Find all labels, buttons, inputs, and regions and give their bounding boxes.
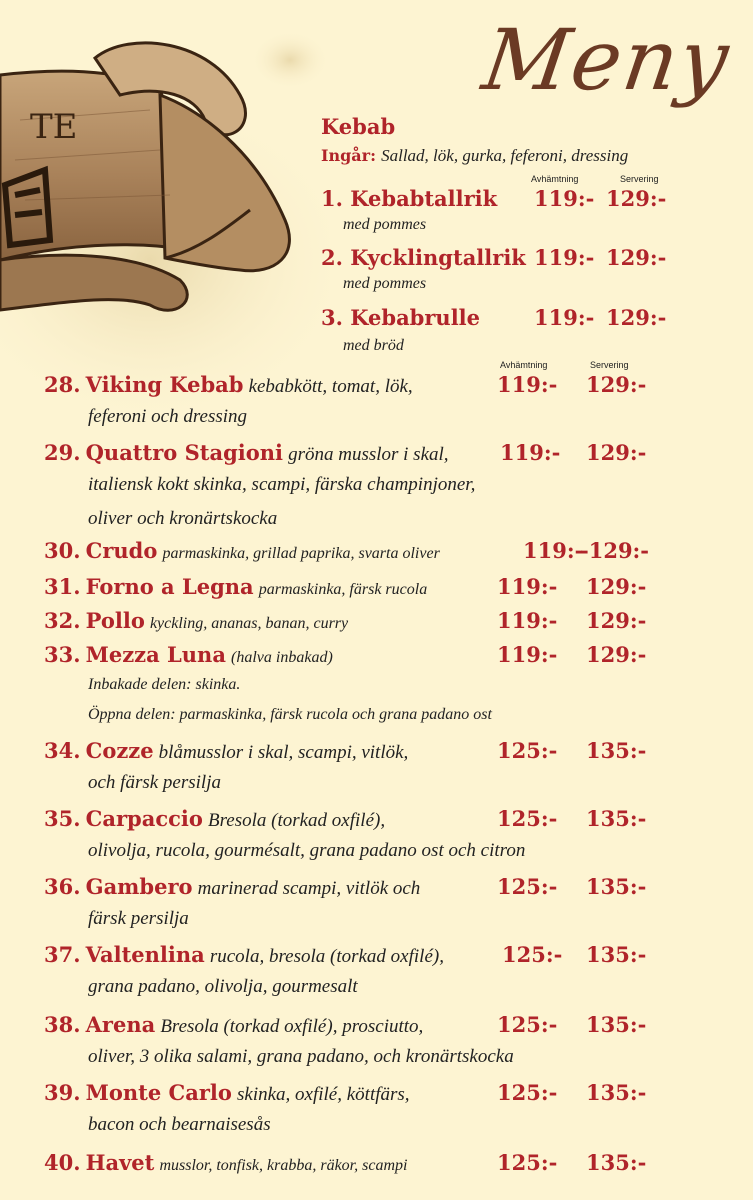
kebab-includes <box>321 146 628 166</box>
pizza-number: 36. <box>44 874 81 899</box>
pizza-description: parmaskinka, färsk rucola <box>258 581 428 598</box>
pizza-price-takeaway: 125:- <box>497 806 558 831</box>
kebab-item-name: 1. Kebabtallrik <box>321 186 498 211</box>
page-title: Meny <box>477 11 737 109</box>
pizza-description-line: bacon och bearnaisesås <box>88 1114 271 1135</box>
pizza-name: Cozze <box>85 738 154 763</box>
pizza-price-dinein: 135:- <box>586 942 647 967</box>
pizza-description-line: och färsk persilja <box>88 772 221 793</box>
pizza-price-takeaway: 119:- <box>523 538 584 563</box>
pizza-price-takeaway: 119:- <box>497 574 558 599</box>
pizza-description: Bresola (torkad oxfilé), prosciutto, <box>160 1016 424 1037</box>
pizza-number: 30. <box>44 538 81 563</box>
pizza-description: gröna musslor i skal, <box>288 444 449 465</box>
pizza-description-line: oliver, 3 olika salami, grana padano, och kronärtskocka <box>88 1046 514 1067</box>
pizza-description: Bresola (torkad oxfilé), <box>207 810 386 831</box>
pizza-name: Pollo <box>85 608 145 633</box>
pizza-price-dinein: -129:- <box>580 538 650 563</box>
pizza-title-line <box>44 608 348 633</box>
pizza-number: 34. <box>44 738 81 763</box>
pizza-title-line <box>44 642 333 667</box>
pizza-description-line: Inbakade delen: skinka. <box>88 676 241 693</box>
pizza-name: Monte Carlo <box>85 1080 232 1105</box>
pizza-price-takeaway: 119:- <box>497 608 558 633</box>
kebab-item-sub: med bröd <box>343 337 404 354</box>
pizza-name: Valtenlina <box>85 942 205 967</box>
pizza-price-dinein: 129:- <box>586 440 647 465</box>
pizza-title-line <box>44 372 413 398</box>
pizza-description-line: oliver och kronärtskocka <box>88 508 278 529</box>
pizza-number: 32. <box>44 608 81 633</box>
pizza-price-takeaway: 119:- <box>497 642 558 667</box>
pizza-number: 28. <box>44 372 81 397</box>
kebab-col-takeaway: Avhämtning <box>531 174 579 184</box>
pizza-title-line <box>44 942 444 968</box>
pizza-title-line <box>44 574 427 599</box>
pizza-title-line <box>44 440 449 466</box>
pizza-name: Carpaccio <box>85 806 203 831</box>
pizza-name: Viking Kebab <box>85 372 244 397</box>
pizza-description: (halva inbakad) <box>231 649 333 666</box>
pizza-name: Quattro Stagioni <box>85 440 283 465</box>
pizza-price-dinein: 135:- <box>586 738 647 763</box>
pizza-name: Crudo <box>85 538 158 563</box>
kebab-item-sub: med pommes <box>343 275 427 292</box>
kebab-price-dinein: 129:- <box>606 305 667 330</box>
kebab-price-takeaway: 119:- <box>534 245 595 270</box>
kebab-item-name: 2. Kycklingtallrik <box>321 245 526 270</box>
pizza-title-line <box>44 806 385 832</box>
pizza-number: 33. <box>44 642 81 667</box>
pizza-price-dinein: 135:- <box>586 1080 647 1105</box>
pizza-price-dinein: 135:- <box>586 1150 647 1175</box>
pizza-col-takeaway: Avhämtning <box>500 360 548 370</box>
pizza-description-line: feferoni och dressing <box>88 406 248 427</box>
kebab-price-takeaway: 119:- <box>534 186 595 211</box>
pizza-description: marinerad scampi, vitlök och <box>197 878 421 899</box>
pizza-description: kebabkött, tomat, lök, <box>248 376 413 397</box>
pizza-description: skinka, oxfilé, köttfärs, <box>237 1084 410 1105</box>
pizza-title-line <box>44 874 420 900</box>
includes-label: Ingår: <box>321 146 377 165</box>
pizza-number: 40. <box>44 1150 81 1175</box>
pizza-price-dinein: 129:- <box>586 574 647 599</box>
scroll-banner-illustration <box>0 0 330 420</box>
pizza-number: 39. <box>44 1080 81 1105</box>
includes-text: Sallad, lök, gurka, feferoni, dressing <box>381 146 629 165</box>
pizza-col-dinein: Servering <box>590 360 629 370</box>
pizza-price-takeaway: 125:- <box>497 1150 558 1175</box>
pizza-price-takeaway: 125:- <box>497 738 558 763</box>
pizza-name: Forno a Legna <box>85 574 254 599</box>
pizza-price-takeaway: 119:- <box>497 372 558 397</box>
kebab-item-sub: med pommes <box>343 216 427 233</box>
pizza-number: 37. <box>44 942 81 967</box>
kebab-price-dinein: 129:- <box>606 186 667 211</box>
kebab-col-dinein: Servering <box>620 174 659 184</box>
pizza-price-takeaway: 125:- <box>497 874 558 899</box>
pizza-description-line: Öppna delen: parmaskinka, färsk rucola och grana padano ost <box>88 706 492 723</box>
kebab-heading: Kebab <box>321 114 396 139</box>
pizza-price-takeaway: 125:- <box>497 1012 558 1037</box>
kebab-price-takeaway: 119:- <box>534 305 595 330</box>
pizza-name: Mezza Luna <box>85 642 226 667</box>
pizza-name: Gambero <box>85 874 193 899</box>
banner-text: TE <box>30 107 78 147</box>
pizza-number: 38. <box>44 1012 81 1037</box>
pizza-description: musslor, tonfisk, krabba, räkor, scampi <box>159 1157 408 1174</box>
pizza-price-dinein: 129:- <box>586 608 647 633</box>
kebab-price-dinein: 129:- <box>606 245 667 270</box>
pizza-description-line: olivolja, rucola, gourmésalt, grana padano ost och citron <box>88 840 526 861</box>
pizza-price-dinein: 135:- <box>586 806 647 831</box>
pizza-price-dinein: 135:- <box>586 1012 647 1037</box>
pizza-number: 29. <box>44 440 81 465</box>
pizza-price-dinein: 129:- <box>586 372 647 397</box>
pizza-description-line: färsk persilja <box>88 908 189 929</box>
pizza-description-line: grana padano, olivolja, gourmesalt <box>88 976 358 997</box>
pizza-title-line <box>44 738 408 764</box>
pizza-description-line: italiensk kokt skinka, scampi, färska champinjoner, <box>88 474 476 495</box>
pizza-price-takeaway: 119:- <box>500 440 561 465</box>
pizza-name: Arena <box>85 1012 156 1037</box>
pizza-description: parmaskinka, grillad paprika, svarta oliver <box>162 545 440 562</box>
kebab-item-name: 3. Kebabrulle <box>321 305 481 330</box>
pizza-number: 35. <box>44 806 81 831</box>
pizza-title-line <box>44 538 440 563</box>
pizza-description: blåmusslor i skal, scampi, vitlök, <box>158 742 409 763</box>
pizza-price-takeaway: 125:- <box>502 942 563 967</box>
pizza-price-takeaway: 125:- <box>497 1080 558 1105</box>
pizza-number: 31. <box>44 574 81 599</box>
pizza-title-line <box>44 1012 423 1038</box>
pizza-title-line <box>44 1080 410 1106</box>
pizza-description: rucola, bresola (torkad oxfilé), <box>209 946 444 967</box>
pizza-price-dinein: 135:- <box>586 874 647 899</box>
pizza-description: kyckling, ananas, banan, curry <box>149 615 349 632</box>
pizza-price-dinein: 129:- <box>586 642 647 667</box>
pizza-title-line <box>44 1150 407 1175</box>
pizza-name: Havet <box>85 1150 155 1175</box>
